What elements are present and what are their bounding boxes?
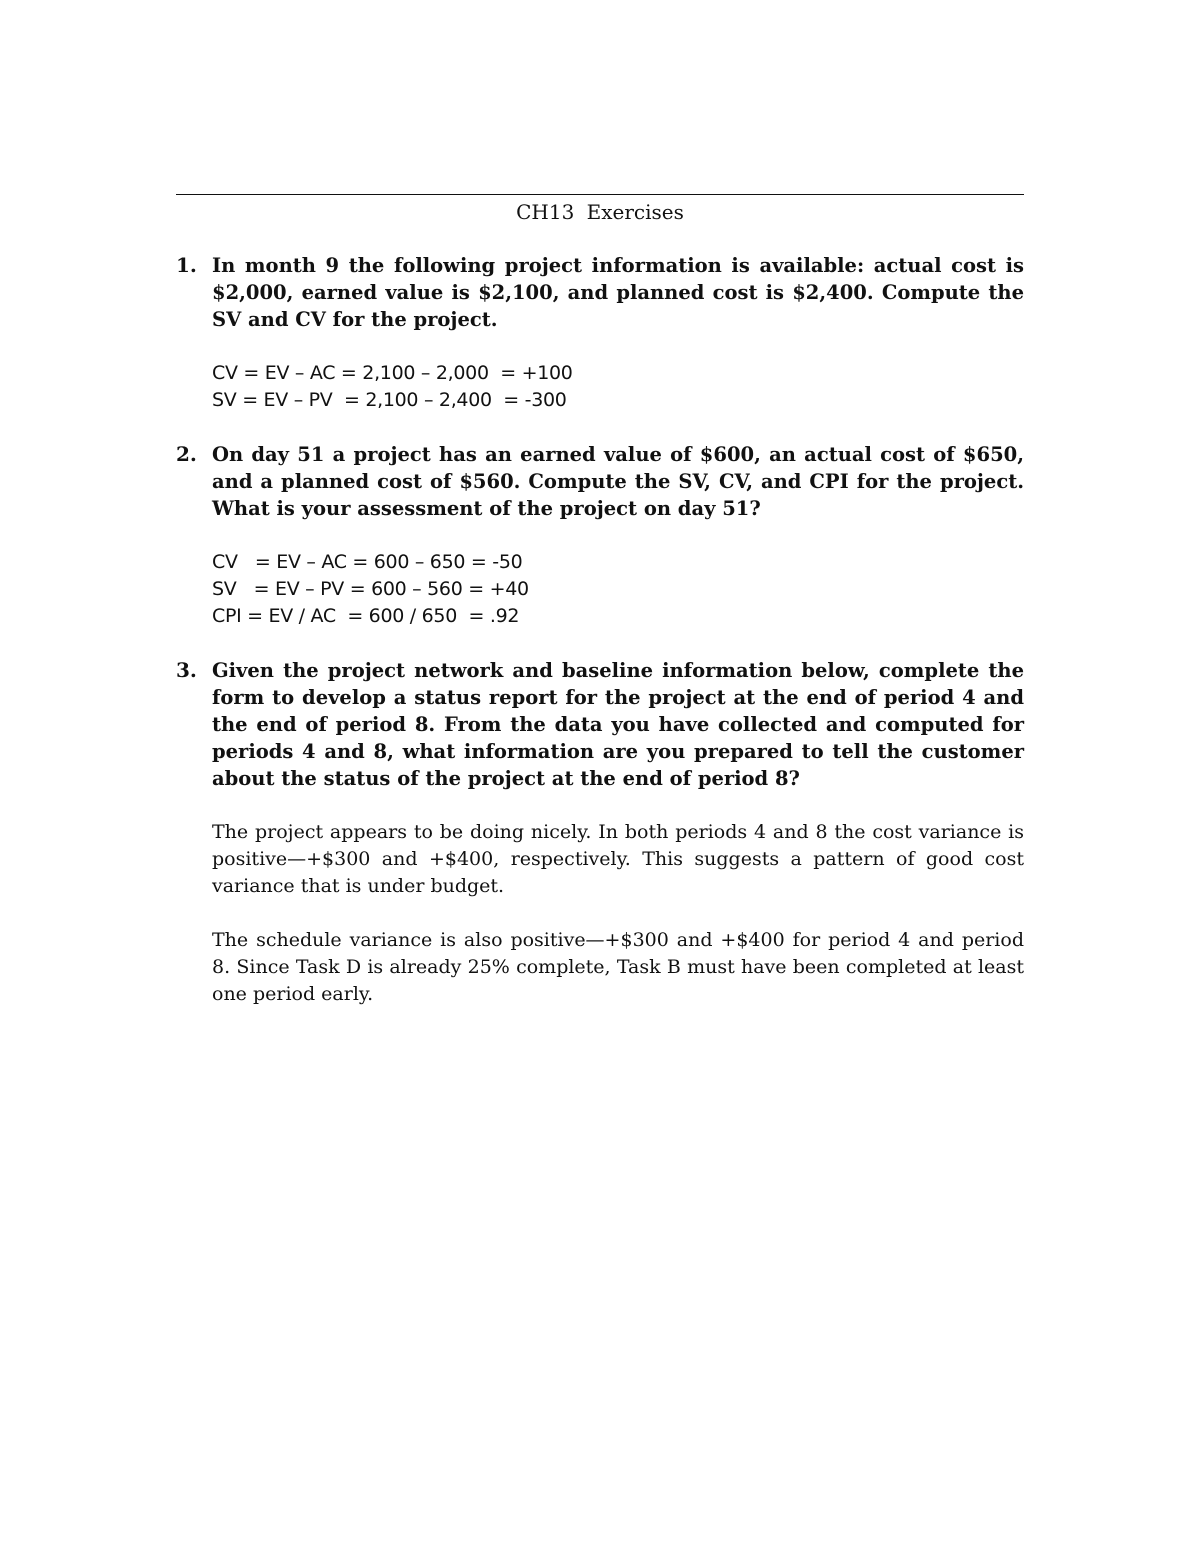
question-2 <box>176 441 1024 630</box>
calculation-line: SV = EV – PV = 600 – 560 = +40 <box>212 578 529 600</box>
answer-paragraph: The project appears to be doing nicely. In both periods 4 and 8 the cost variance is positive—+$300 and +$400, respectively. This suggests a pattern of good cost variance that is under budget. <box>212 821 1024 897</box>
top-rule <box>176 194 1024 195</box>
question-text: In month 9 the following project information is available: actual cost is $2,000, earned value is $2,100, and planned cost is $2,400. Compute the SV and CV for the project. <box>212 254 1024 331</box>
calculation-line: SV = EV – PV = 2,100 – 2,400 = -300 <box>212 389 567 411</box>
calculation-line: CV = EV – AC = 600 – 650 = -50 <box>212 551 523 573</box>
calculation-line: CPI = EV / AC = 600 / 650 = .92 <box>212 605 520 627</box>
question-text: Given the project network and baseline information below, complete the form to develop a status report for the project at the end of period 4 and the end of period 8. From the data you have collected and computed for periods 4 and 8, what information are you prepared to tell the customer about the status of the project at the end of period 8? <box>212 659 1024 790</box>
question-number: 1. <box>176 253 197 277</box>
answer-paragraph: The schedule variance is also positive—+$300 and +$400 for period 4 and period 8. Since Task D is already 25% complete, Task B must have been completed at least one period early. <box>212 929 1024 1005</box>
question-text: On day 51 a project has an earned value of $600, an actual cost of $650, and a planned cost of $560. Compute the SV, CV, and CPI for the project. What is your assessment of the project on day 51? <box>212 443 1024 520</box>
calculation-line: CV = EV – AC = 2,100 – 2,000 = +100 <box>212 362 573 384</box>
question-number: 2. <box>176 442 197 466</box>
page-title: CH13 Exercises <box>516 200 684 224</box>
question-number: 3. <box>176 658 197 682</box>
question-3 <box>176 657 1024 1008</box>
question-1 <box>176 252 1024 414</box>
